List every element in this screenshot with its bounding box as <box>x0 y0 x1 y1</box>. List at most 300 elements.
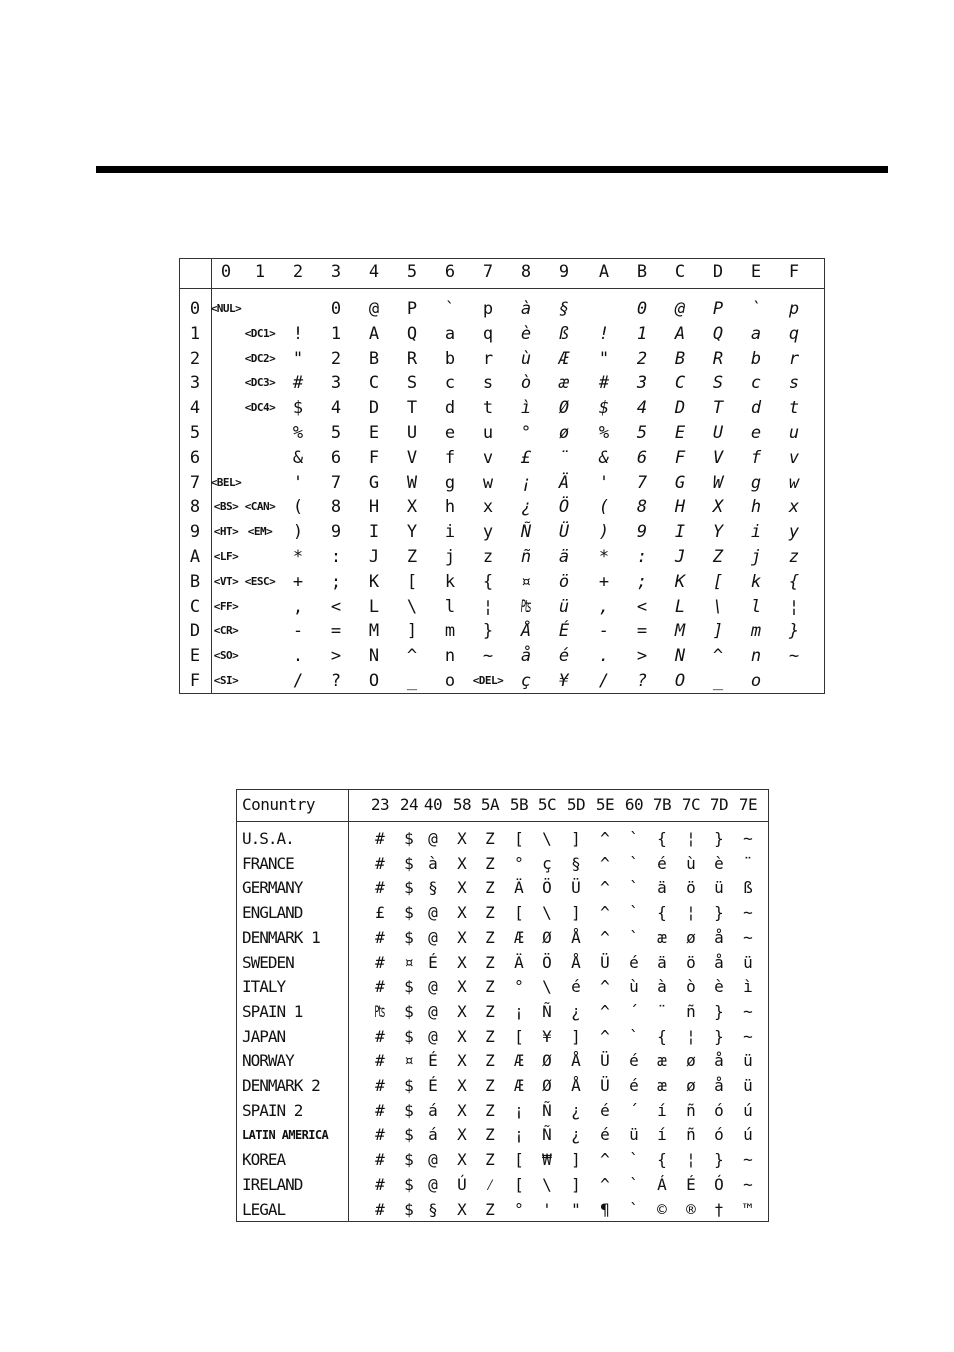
column-header: F <box>788 262 800 282</box>
country-char-cell: à <box>657 977 667 997</box>
country-char-cell: ¤ <box>404 952 414 972</box>
code-cell: , <box>598 596 610 617</box>
code-cell: l <box>750 596 762 617</box>
code-cell: q <box>788 323 800 344</box>
code-cell: ? <box>636 671 648 691</box>
country-char-cell: å <box>714 927 724 947</box>
code-column-header: 5E <box>595 795 615 814</box>
country-char-cell: } <box>714 1001 724 1021</box>
code-cell: I <box>368 522 380 543</box>
country-char-cell: } <box>714 1150 724 1170</box>
code-cell: } <box>788 621 800 642</box>
country-char-cell: ö <box>686 952 696 972</box>
country-char-cell: é <box>629 1076 639 1095</box>
country-char-cell: ] <box>571 903 581 923</box>
row-header: C <box>189 596 201 617</box>
code-column-header: 60 <box>624 795 644 814</box>
code-cell: <CAN> <box>244 500 276 514</box>
country-char-cell: Z <box>485 1150 495 1170</box>
row-header: 3 <box>189 373 201 394</box>
country-char-cell: $ <box>404 829 414 848</box>
country-char-cell: à <box>428 853 438 873</box>
row-header: 7 <box>189 472 201 493</box>
country-char-cell: ¤ <box>404 1051 414 1071</box>
code-cell: ! <box>598 323 610 344</box>
code-cell: ` <box>750 299 762 319</box>
country-char-cell: ´ <box>629 1100 639 1120</box>
row-header: B <box>189 571 201 592</box>
code-cell: + <box>598 571 610 592</box>
row-header: 2 <box>189 348 201 369</box>
code-column-header: 5A <box>480 795 500 814</box>
country-char-cell: ^ <box>600 1026 610 1046</box>
country-char-cell: [ <box>514 1174 524 1194</box>
country-char-cell: ö <box>686 878 696 898</box>
country-char-cell: ® <box>686 1199 696 1219</box>
code-cell: _ <box>712 671 724 691</box>
country-char-cell: ` <box>629 1026 639 1046</box>
code-cell: } <box>482 621 494 642</box>
country-name: DENMARK 1 <box>242 927 320 947</box>
country-char-cell: É <box>428 1076 438 1095</box>
country-name: U.S.A. <box>242 829 294 848</box>
country-name: GERMANY <box>242 878 303 898</box>
code-cell: b <box>444 348 456 369</box>
code-cell: <HT> <box>213 525 239 539</box>
code-cell: 1 <box>636 323 648 344</box>
country-char-cell: ` <box>629 927 639 947</box>
country-char-cell: X <box>457 1076 467 1095</box>
code-cell: d <box>444 398 456 419</box>
code-cell: E <box>368 423 380 443</box>
country-char-cell: ] <box>571 1150 581 1170</box>
code-cell: x <box>482 497 494 518</box>
country-char-cell: Å <box>571 927 581 947</box>
code-cell: L <box>368 596 380 617</box>
country-char-cell: ^ <box>600 853 610 873</box>
country-char-cell: Ø <box>542 927 552 947</box>
country-char-cell: Ö <box>542 952 552 972</box>
country-char-cell: ú <box>743 1100 753 1120</box>
code-cell: å <box>520 646 532 667</box>
country-char-cell: á <box>428 1125 438 1145</box>
code-cell: g <box>444 472 456 493</box>
country-char-cell: ø <box>686 1076 696 1095</box>
code-cell: 6 <box>636 447 648 468</box>
code-cell: ; <box>330 571 342 592</box>
country-char-cell: ò <box>686 977 696 997</box>
code-cell: = <box>330 621 342 642</box>
column-header: C <box>674 262 686 282</box>
country-char-cell: § <box>571 853 581 873</box>
country-char-cell: # <box>375 1174 385 1194</box>
country-char-cell: @ <box>428 1150 438 1170</box>
country-char-cell: ó <box>714 1100 724 1120</box>
code-cell: Y <box>406 522 418 543</box>
code-cell: B <box>368 348 380 369</box>
country-char-cell: } <box>714 903 724 923</box>
country-char-cell: Ñ <box>542 1125 552 1145</box>
country-char-cell: \ <box>542 903 552 923</box>
row-header: D <box>189 621 201 642</box>
country-char-cell: X <box>457 903 467 923</box>
code-cell: É <box>558 621 570 642</box>
code-cell: o <box>750 671 762 691</box>
row-header: F <box>189 671 201 691</box>
code-cell: ö <box>558 571 570 592</box>
country-char-cell: X <box>457 1001 467 1021</box>
code-cell: H <box>674 497 686 518</box>
country-char-cell: æ <box>657 927 667 947</box>
country-char-cell: \ <box>542 977 552 997</box>
country-char-cell: ` <box>629 1174 639 1194</box>
code-cell: O <box>674 671 686 691</box>
code-column-header: 7D <box>709 795 729 814</box>
code-cell: ¥ <box>558 671 570 691</box>
row-header: 9 <box>189 522 201 543</box>
code-cell: Y <box>712 522 724 543</box>
country-name: LATIN AMERICA <box>242 1128 329 1143</box>
country-name: FRANCE <box>242 853 294 873</box>
country-char-cell: } <box>714 829 724 848</box>
code-cell: H <box>368 497 380 518</box>
code-cell: m <box>750 621 762 642</box>
table-divider-horizontal <box>237 821 768 822</box>
country-char-cell: # <box>375 1051 385 1071</box>
code-cell: a <box>750 323 762 344</box>
country-char-cell: ù <box>629 977 639 997</box>
row-header: 1 <box>189 323 201 344</box>
code-column-header: 5B <box>509 795 529 814</box>
country-char-cell: X <box>457 1100 467 1120</box>
code-cell: e <box>444 423 456 443</box>
code-cell: . <box>598 646 610 667</box>
country-char-cell: Z <box>485 1001 495 1021</box>
country-char-cell: Z <box>485 977 495 997</box>
code-cell: h <box>444 497 456 518</box>
international-character-table <box>236 789 769 1222</box>
country-char-cell: Æ <box>514 1076 524 1095</box>
code-cell: z <box>788 547 800 567</box>
code-cell: > <box>636 646 648 667</box>
country-char-cell: ü <box>629 1125 639 1145</box>
column-header: 5 <box>406 262 418 282</box>
country-char-cell: $ <box>404 1076 414 1095</box>
code-cell: z <box>482 547 494 567</box>
code-cell: 7 <box>330 472 342 493</box>
code-cell: G <box>674 472 686 493</box>
row-header: 6 <box>189 447 201 468</box>
code-cell: " <box>598 348 610 369</box>
code-cell: X <box>406 497 418 518</box>
country-char-cell: ü <box>743 1076 753 1095</box>
code-cell: : <box>636 547 648 567</box>
country-char-cell: í <box>657 1125 667 1145</box>
country-char-cell: ~ <box>743 1174 753 1194</box>
country-char-cell: § <box>428 1199 438 1219</box>
country-char-cell: ™ <box>743 1199 753 1219</box>
code-cell: D <box>368 398 380 419</box>
row-header: 0 <box>189 299 201 319</box>
country-char-cell: ~ <box>743 1026 753 1046</box>
column-header: B <box>636 262 648 282</box>
code-cell: ] <box>712 621 724 642</box>
country-char-cell: @ <box>428 829 438 848</box>
country-char-cell: ^ <box>600 1174 610 1194</box>
code-cell: Å <box>520 621 532 642</box>
code-cell: ¦ <box>482 596 494 617</box>
code-cell: <DC2> <box>244 351 276 365</box>
code-cell: ( <box>292 497 304 518</box>
code-cell: Q <box>712 323 724 344</box>
country-char-cell: $ <box>404 1199 414 1219</box>
code-cell: { <box>482 571 494 592</box>
code-cell: V <box>406 447 418 468</box>
country-char-cell: ` <box>629 853 639 873</box>
country-char-cell: # <box>375 1199 385 1219</box>
country-char-cell: } <box>714 1026 724 1046</box>
country-char-cell: $ <box>404 1100 414 1120</box>
country-name: SWEDEN <box>242 952 294 972</box>
code-cell: \ <box>406 596 418 617</box>
country-char-cell: ¨ <box>657 1001 667 1021</box>
country-char-cell: † <box>714 1199 724 1219</box>
country-char-cell: X <box>457 1051 467 1071</box>
code-cell: 7 <box>636 472 648 493</box>
country-char-cell: $ <box>404 878 414 898</box>
country-column-header: Conuntry <box>242 795 316 814</box>
code-cell: ! <box>292 323 304 344</box>
code-cell: m <box>444 621 456 642</box>
country-char-cell: Ø <box>542 1051 552 1071</box>
country-char-cell: ~ <box>743 1001 753 1021</box>
code-cell: \ <box>712 596 724 617</box>
country-char-cell: Z <box>485 1076 495 1095</box>
character-code-table <box>179 258 825 694</box>
code-cell: ~ <box>788 646 800 667</box>
country-char-cell: Ñ <box>542 1100 552 1120</box>
column-header: D <box>712 262 724 282</box>
code-cell: 4 <box>636 398 648 419</box>
country-char-cell: [ <box>514 1150 524 1170</box>
country-char-cell: # <box>375 1100 385 1120</box>
code-cell: { <box>788 571 800 592</box>
code-cell: é <box>558 646 570 667</box>
column-header: 8 <box>520 262 532 282</box>
country-char-cell: Å <box>571 1076 581 1095</box>
code-cell: <SO> <box>213 649 239 663</box>
country-char-cell: è <box>714 977 724 997</box>
code-cell: x <box>788 497 800 518</box>
code-cell: Ü <box>558 522 570 543</box>
code-cell: K <box>368 571 380 592</box>
code-cell: ì <box>520 398 532 419</box>
country-char-cell: @ <box>428 903 438 923</box>
country-name: NORWAY <box>242 1051 294 1071</box>
country-char-cell: $ <box>404 927 414 947</box>
code-cell: Ä <box>558 472 570 493</box>
code-cell: W <box>712 472 724 493</box>
column-header: 6 <box>444 262 456 282</box>
code-cell: % <box>292 423 304 443</box>
country-char-cell: Ü <box>571 878 581 898</box>
code-cell: w <box>482 472 494 493</box>
code-cell: 9 <box>330 522 342 543</box>
code-column-header: 7E <box>738 795 758 814</box>
code-column-header: 24 <box>399 795 419 814</box>
code-cell: 0 <box>330 299 342 319</box>
code-cell: R <box>712 348 724 369</box>
country-char-cell: " <box>571 1199 581 1219</box>
country-char-cell: ~ <box>743 927 753 947</box>
code-cell: : <box>330 547 342 567</box>
country-char-cell: \ <box>542 829 552 848</box>
country-char-cell: Z <box>485 1051 495 1071</box>
section-rule <box>96 166 888 173</box>
code-cell: § <box>558 299 570 319</box>
code-cell: à <box>520 299 532 319</box>
row-header: E <box>189 646 201 667</box>
country-char-cell: @ <box>428 927 438 947</box>
code-cell: O <box>368 671 380 691</box>
code-cell: k <box>444 571 456 592</box>
code-cell: C <box>674 373 686 394</box>
country-char-cell: § <box>428 878 438 898</box>
country-char-cell: é <box>657 853 667 873</box>
code-cell: @ <box>674 299 686 319</box>
code-cell: v <box>788 447 800 468</box>
country-char-cell: ^ <box>600 1001 610 1021</box>
code-cell: p <box>788 299 800 319</box>
country-char-cell: X <box>457 1150 467 1170</box>
country-char-cell: # <box>375 1076 385 1095</box>
code-cell: P <box>712 299 724 319</box>
code-cell: t <box>788 398 800 419</box>
table-divider-horizontal <box>180 288 824 289</box>
code-cell: 0 <box>636 299 648 319</box>
country-char-cell: X <box>457 1125 467 1145</box>
code-cell: e <box>750 423 762 443</box>
country-char-cell: @ <box>428 1001 438 1021</box>
code-cell: ø <box>558 423 570 443</box>
country-name: KOREA <box>242 1150 286 1170</box>
code-cell: > <box>330 646 342 667</box>
code-cell: * <box>598 547 610 567</box>
country-char-cell: Z <box>485 927 495 947</box>
country-char-cell: ` <box>629 903 639 923</box>
code-cell: <EM> <box>247 525 273 539</box>
country-char-cell: Ü <box>600 952 610 972</box>
country-char-cell: ø <box>686 927 696 947</box>
code-cell: u <box>788 423 800 443</box>
country-char-cell: { <box>657 1026 667 1046</box>
country-char-cell: X <box>457 977 467 997</box>
code-cell: 2 <box>636 348 648 369</box>
column-header: 3 <box>330 262 342 282</box>
code-cell: Q <box>406 323 418 344</box>
country-char-cell: # <box>375 952 385 972</box>
country-char-cell: [ <box>514 1026 524 1046</box>
code-cell: h <box>750 497 762 518</box>
country-char-cell: ç <box>542 853 552 873</box>
code-cell: " <box>292 348 304 369</box>
code-cell: a <box>444 323 456 344</box>
code-cell: ñ <box>520 547 532 567</box>
country-char-cell: ` <box>629 829 639 848</box>
code-cell: + <box>292 571 304 592</box>
country-char-cell: Ñ <box>542 1001 552 1021</box>
code-cell: ß <box>558 323 570 344</box>
code-cell: ` <box>444 299 456 319</box>
code-cell: [ <box>712 571 724 592</box>
country-char-cell: ñ <box>686 1125 696 1145</box>
code-cell: d <box>750 398 762 419</box>
code-cell: < <box>330 596 342 617</box>
code-cell: ( <box>598 497 610 518</box>
country-name: LEGAL <box>242 1199 286 1219</box>
country-char-cell: é <box>629 1051 639 1071</box>
country-char-cell: á <box>428 1100 438 1120</box>
country-char-cell: [ <box>514 903 524 923</box>
code-cell: E <box>674 423 686 443</box>
country-char-cell: £ <box>375 903 385 923</box>
code-cell: ] <box>406 621 418 642</box>
code-cell: Z <box>712 547 724 567</box>
country-char-cell: ü <box>714 878 724 898</box>
country-char-cell: Ú <box>457 1174 467 1194</box>
country-char-cell: Z <box>485 1199 495 1219</box>
country-char-cell: ^ <box>600 903 610 923</box>
code-cell: X <box>712 497 724 518</box>
code-cell: è <box>520 323 532 344</box>
code-cell: æ <box>558 373 570 394</box>
country-char-cell: @ <box>428 1174 438 1194</box>
code-column-header: 23 <box>370 795 390 814</box>
country-char-cell: Z <box>485 903 495 923</box>
country-char-cell: æ <box>657 1076 667 1095</box>
code-column-header: 40 <box>423 795 443 814</box>
code-cell: N <box>368 646 380 667</box>
code-cell: A <box>674 323 686 344</box>
code-cell: <DC3> <box>244 376 276 390</box>
code-cell: ^ <box>712 646 724 667</box>
code-cell: ) <box>598 522 610 543</box>
code-cell: r <box>482 348 494 369</box>
column-header: 7 <box>482 262 494 282</box>
country-char-cell: X <box>457 952 467 972</box>
code-column-header: 7B <box>652 795 672 814</box>
code-cell: Ø <box>558 398 570 419</box>
code-column-header: 58 <box>452 795 472 814</box>
code-cell: g <box>750 472 762 493</box>
code-cell: K <box>674 571 686 592</box>
country-name: JAPAN <box>242 1026 286 1046</box>
country-char-cell: ₩ <box>542 1150 552 1170</box>
country-char-cell: ä <box>657 952 667 972</box>
country-char-cell: æ <box>657 1051 667 1071</box>
code-cell: v <box>482 447 494 468</box>
country-char-cell: # <box>375 1026 385 1046</box>
country-char-cell: @ <box>428 977 438 997</box>
country-char-cell: X <box>457 1199 467 1219</box>
code-cell: y <box>482 522 494 543</box>
country-char-cell: è <box>714 853 724 873</box>
code-cell: Ö <box>558 497 570 518</box>
code-cell: # <box>292 373 304 394</box>
country-char-cell: ó <box>714 1125 724 1145</box>
code-cell: Z <box>406 547 418 567</box>
country-char-cell: Ö <box>542 878 552 898</box>
